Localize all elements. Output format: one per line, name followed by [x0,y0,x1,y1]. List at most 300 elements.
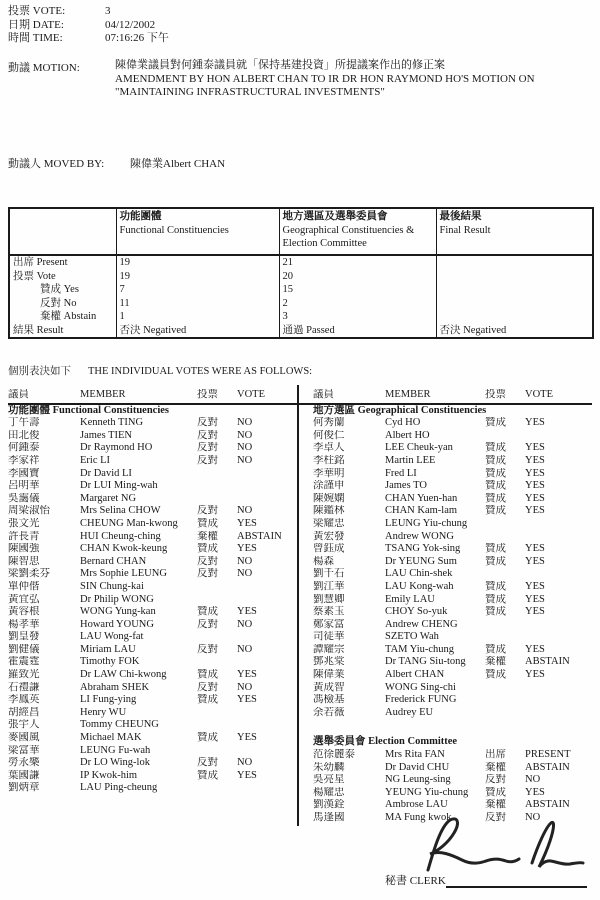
vote-en [237,493,297,506]
vote-en: NO [237,568,253,580]
member-name-zh: 梁耀忠 [313,517,345,529]
member-name-zh: 涂謹申 [313,480,345,492]
vote-zh [485,694,525,707]
vote-zh [485,518,525,531]
section-title: 地方選區 Geographical Constituencies [313,404,487,416]
summary-row [9,283,593,297]
summary-row-label: 贊成 Yes [40,284,79,295]
member-name-zh: 勞永樂 [8,757,40,769]
vote-zh [197,468,237,481]
vote-zh: 贊成 [485,669,506,681]
member-name-zh: 陳國強 [8,543,40,555]
member-name-zh: 羅致光 [8,669,40,681]
vote-zh: 反對 [197,417,218,429]
member-name-zh: 李柱銘 [313,454,345,466]
vote-zh: 反對 [197,681,218,693]
summary-final-value: 否決 Negatived [436,324,593,339]
member-name-en: Mrs Rita FAN [385,749,445,761]
member-name-zh: 石禮謙 [8,681,40,693]
member-name-en: TAM Yiu-chung [385,643,455,655]
summary-fc-value: 11 [116,297,279,311]
member-name-zh: 劉皇發 [8,631,40,643]
individual-votes-columns [8,405,592,825]
member-name-zh: 許長青 [8,530,40,542]
motion-line-en1: AMENDMENT BY HON ALBERT CHAN TO IR DR HON RAYMOND HO'S MOTION ON [115,72,535,85]
member-name-en: Andrew CHENG [385,618,458,630]
member-name-zh: 朱幼麟 [313,761,345,773]
col-final-zh: 最後結果 [439,211,482,222]
member-name-zh: 楊森 [313,555,334,567]
member-name-en: NG Leung-sing [385,774,451,786]
vote-en [237,745,297,758]
vote-en: YES [525,505,545,517]
vote-row [313,762,592,775]
member-name-zh: 范徐麗泰 [313,749,355,761]
summary-gc-value: 21 [279,255,436,270]
member-name-zh: 梁富華 [8,744,40,756]
summary-col-final [436,208,593,255]
member-name-zh: 蔡素玉 [313,606,345,618]
vote-en: YES [525,555,545,567]
vote-meta-block [8,5,169,46]
vote-en: ABSTAIN [525,799,570,811]
vote-en: YES [525,417,545,429]
vote-zh: 反對 [197,505,218,517]
vote-row [8,707,297,720]
vote-row [8,682,297,695]
individual-intro [8,365,592,378]
vote-zh [197,782,237,795]
member-name-zh: 譚耀宗 [313,643,345,655]
vote-zh [197,480,237,493]
member-name-zh: 張文光 [8,517,40,529]
geographical-ec-column [313,405,592,825]
summary-gc-value: 15 [279,283,436,297]
vote-zh: 贊成 [197,694,218,706]
vote-zh [197,745,237,758]
summary-col-functional [116,208,279,255]
left-header-row [8,389,297,402]
vote-zh: 贊成 [197,517,218,529]
member-name-en: Albert HO [385,429,430,441]
member-name-en: Kenneth TING [80,417,144,429]
member-name-en: Miriam LAU [80,643,136,655]
member-name-en: IP Kwok-him [80,769,138,781]
vote-en: YES [525,543,545,555]
right-header-member-zh: 議員 [313,389,334,400]
vote-en [525,682,592,695]
summary-row-label: 棄權 Abstain [40,311,97,322]
vote-en: ABSTAIN [525,761,570,773]
vote-en: NO [237,429,253,441]
member-name-en: CHAN Kwok-keung [80,543,168,555]
date-label: 日期 DATE: [8,18,64,31]
vote-row [313,631,592,644]
vote-row [313,656,592,669]
vote-en [237,468,297,481]
vote-row [8,417,297,430]
member-name-en: LAU Kong-wah [385,580,454,592]
vote-zh: 反對 [485,812,506,823]
member-name-zh: 呂明華 [8,480,40,492]
vote-zh: 贊成 [485,555,506,567]
member-name-zh: 余若薇 [313,706,345,718]
vote-row [313,581,592,594]
summary-table [8,207,594,339]
vote-zh: 反對 [197,442,218,454]
member-name-en: Martin LEE [385,454,436,466]
vote-section [313,736,592,824]
member-name-zh: 劉千石 [313,568,345,580]
vote-row [313,493,592,506]
member-name-en: James TO [385,480,427,492]
summary-gc-value: 3 [279,310,436,324]
member-name-zh: 何俊仁 [313,429,345,441]
vote-zh: 反對 [485,774,506,786]
vote-row [313,644,592,657]
summary-final-value [436,255,593,270]
vote-zh: 贊成 [485,505,506,517]
vote-en: NO [237,681,253,693]
member-name-en: WONG Sing-chi [385,681,456,693]
vote-row [313,543,592,556]
vote-en: YES [237,606,257,618]
member-name-zh: 馬逢國 [313,812,345,823]
summary-row [9,255,593,270]
vote-row [313,480,592,493]
summary-row-label: 出席 Present [13,257,68,268]
summary-row [9,297,593,311]
left-header-vote-en: VOTE [237,389,265,400]
vote-row [8,531,297,544]
member-name-en: TSANG Yok-sing [385,543,461,555]
member-name-zh: 胡經昌 [8,706,40,718]
vote-en [237,707,297,720]
member-name-zh: 劉慧卿 [313,593,345,605]
member-name-en: Dr LAW Chi-kwong [80,669,167,681]
vote-row [8,480,297,493]
vote-zh: 贊成 [485,442,506,454]
summary-fc-value: 否決 Negatived [116,324,279,339]
functional-rows [8,417,297,795]
vote-zh: 棄權 [485,656,506,668]
section-rows [313,749,592,825]
member-name-zh: 田北俊 [8,429,40,441]
vote-row [8,568,297,581]
vote-row [8,719,297,732]
vote-en: YES [525,593,545,605]
time-value: 07:16:26 下午 [105,32,169,44]
member-name-zh: 李家祥 [8,454,40,466]
member-name-en: Emily LAU [385,593,435,605]
member-name-en: Dr David CHU [385,761,450,773]
summary-row-label: 反對 No [40,297,77,309]
summary-gc-value: 通過 Passed [279,324,436,339]
vote-zh: 反對 [197,568,218,580]
vote-en [237,656,297,669]
vote-row [313,505,592,518]
right-header-member-en: MEMBER [385,389,431,400]
vote-zh: 贊成 [197,732,218,744]
vote-row [8,745,297,758]
vote-row [313,531,592,544]
vote-row [8,493,297,506]
column-divider-line [297,385,299,826]
vote-zh [485,619,525,632]
member-name-en: Tommy CHEUNG [80,719,159,731]
member-name-en: CHAN Yuen-han [385,492,458,504]
member-name-zh: 劉炳章 [8,782,40,794]
vote-row [313,787,592,800]
vote-zh [197,631,237,644]
vote-row [313,749,592,762]
member-name-en: Margaret NG [80,492,137,504]
member-name-en: LAU Ping-cheung [80,782,158,794]
vote-en: ABSTAIN [525,656,570,668]
summary-final-value [436,310,593,324]
vote-row [313,455,592,468]
functional-constituencies-column [8,405,297,825]
left-header-vote-zh: 投票 [197,389,218,400]
summary-row-label: 結果 Result [13,324,64,336]
clerk-signature [420,815,585,877]
member-name-zh: 楊耀忠 [313,786,345,798]
motion-block [8,59,587,100]
member-name-en: Henry WU [80,706,127,718]
member-name-en: Frederick FUNG [385,694,457,706]
vote-number-label: 投票 VOTE: [8,5,66,17]
individual-votes-section [8,365,592,825]
vote-row [313,468,592,481]
vote-row [8,455,297,468]
summary-fc-value: 19 [116,255,279,270]
vote-en: YES [237,732,257,744]
vote-en: NO [237,417,253,429]
member-name-zh: 單仲偕 [8,580,40,592]
member-name-en: Dr LO Wing-lok [80,757,150,769]
vote-zh: 反對 [197,618,218,630]
summary-row [9,310,593,324]
summary-final-value [436,283,593,297]
vote-zh [197,594,237,607]
member-name-en: Dr YEUNG Sum [385,555,457,567]
vote-en [237,782,297,795]
member-name-zh: 司徒華 [313,631,345,643]
member-name-en: Cyd HO [385,417,421,429]
vote-row [8,631,297,644]
vote-row [313,669,592,682]
clerk-block [385,872,587,888]
clerk-signature-line [446,874,587,888]
vote-zh: 贊成 [485,593,506,605]
vote-zh: 棄權 [485,761,506,773]
vote-en [525,694,592,707]
motion-text [115,59,587,100]
vote-row [313,568,592,581]
right-header-vote-zh: 投票 [485,389,506,400]
member-name-zh: 陳智思 [8,555,40,567]
member-name-en: YEUNG Yiu-chung [385,786,469,798]
member-name-zh: 周梁淑怡 [8,505,50,517]
vote-zh: 出席 [485,749,506,761]
vote-zh: 贊成 [485,580,506,592]
member-name-en: CHAN Kam-lam [385,505,458,517]
left-header-member-en: MEMBER [80,389,126,400]
vote-row [8,505,297,518]
vote-zh: 贊成 [485,454,506,466]
member-name-en: Bernard CHAN [80,555,147,567]
vote-zh: 贊成 [197,769,218,781]
vote-en: YES [525,492,545,504]
summary-fc-value: 19 [116,270,279,284]
left-header-member-zh: 議員 [8,389,29,400]
vote-en: YES [237,694,257,706]
vote-en: YES [525,786,545,798]
vote-row [313,606,592,619]
member-name-en: Michael MAK [80,732,142,744]
vote-zh: 贊成 [485,543,506,555]
section-rows [313,417,592,719]
member-name-zh: 楊孝華 [8,618,40,630]
col-functional-zh: 功能團體 [119,211,162,222]
member-name-en: WONG Yung-kan [80,606,156,618]
vote-en [525,568,592,581]
member-name-zh: 霍震霆 [8,656,40,668]
vote-en [237,631,297,644]
vote-en: YES [525,467,545,479]
vote-en [237,581,297,594]
member-name-zh: 麥國風 [8,732,40,744]
vote-en: NO [525,774,541,786]
right-header-row [313,389,592,402]
member-name-zh: 劉漢銓 [313,799,345,811]
moved-by-label: 動議人 MOVED BY: [8,158,105,170]
vote-zh [485,631,525,644]
vote-row [8,619,297,632]
member-name-en: Dr LUI Ming-wah [80,480,158,492]
summary-row [9,270,593,284]
vote-en [525,631,592,644]
vote-row [8,442,297,455]
member-name-en: Albert CHAN [385,669,445,681]
member-name-zh: 吳亮星 [313,774,345,786]
moved-by-block [8,155,225,171]
col-final-en: Final Result [439,224,491,236]
vote-row [313,442,592,455]
member-name-zh: 張宇人 [8,719,40,731]
vote-row [313,417,592,430]
vote-en: YES [237,769,257,781]
member-name-zh: 何鍾泰 [8,442,40,454]
member-name-zh: 陳婉嫻 [313,492,345,504]
vote-row [313,694,592,707]
member-name-en: Fred LI [385,467,417,479]
vote-zh: 贊成 [485,606,506,618]
vote-en [237,719,297,732]
member-name-zh: 何秀蘭 [313,417,345,429]
vote-row [8,518,297,531]
vote-zh: 反對 [197,454,218,466]
vote-row [8,606,297,619]
section-title-functional: 功能團體 Functional Constituencies [8,404,170,416]
summary-gc-value: 20 [279,270,436,284]
vote-en: ABSTAIN [237,530,282,542]
col-geographical-zh: 地方選區及選舉委員會 [282,211,388,222]
vote-zh [485,430,525,443]
member-name-zh: 丁午壽 [8,417,40,429]
vote-zh [485,682,525,695]
member-name-en: HUI Cheung-ching [80,530,161,542]
vote-row [313,556,592,569]
member-name-zh: 陳鑑林 [313,505,345,517]
vote-en [237,594,297,607]
vote-row [313,682,592,695]
vote-zh [485,568,525,581]
motion-line-en2: "MAINTAINING INFRASTRUCTURAL INVESTMENTS" [115,86,385,98]
member-name-zh: 劉健儀 [8,643,40,655]
member-name-zh: 劉江華 [313,580,345,592]
vote-en: YES [525,454,545,466]
moved-by-value: 陳偉業Albert CHAN [130,158,226,170]
vote-row [8,669,297,682]
member-name-en: Audrey EU [385,706,434,718]
vote-zh: 贊成 [197,543,218,555]
vote-zh [197,581,237,594]
summary-row [9,324,593,339]
vote-row [8,543,297,556]
clerk-label: 秘書 CLERK [385,875,446,887]
summary-fc-value: 7 [116,283,279,297]
vote-zh: 贊成 [485,643,506,655]
member-name-zh: 李鳳英 [8,694,40,706]
vote-row [313,594,592,607]
member-name-zh: 黃宜弘 [8,593,40,605]
vote-row [313,774,592,787]
vote-zh: 贊成 [485,786,506,798]
member-name-en: Timothy FOK [80,656,140,668]
vote-en [525,531,592,544]
member-name-en: CHEUNG Man-kwong [80,517,178,529]
member-name-zh: 李華明 [313,467,345,479]
summary-final-value [436,297,593,311]
member-name-en: Abraham SHEK [80,681,150,693]
vote-en: NO [237,757,253,769]
vote-en: NO [237,643,253,655]
vote-zh: 棄權 [485,799,506,811]
vote-en [525,430,592,443]
vote-number-value: 3 [105,5,111,17]
individual-intro-zh: 個別表決如下 [8,366,71,377]
vote-zh: 反對 [197,643,218,655]
vote-row [313,518,592,531]
vote-row [8,644,297,657]
member-name-en: MA Fung kwok [385,812,452,823]
vote-row [8,782,297,795]
vote-section [313,405,592,720]
vote-zh [197,656,237,669]
member-name-zh: 鄧兆棠 [313,656,345,668]
vote-number-row [8,5,169,19]
vote-zh: 反對 [197,429,218,441]
vote-en [525,518,592,531]
member-name-en: Mrs Sophie LEUNG [80,568,167,580]
vote-en: NO [525,812,541,823]
member-name-en: LEUNG Yiu-chung [385,517,468,529]
member-name-en: Andrew WONG [385,530,454,542]
vote-row [8,694,297,707]
time-label: 時間 TIME: [8,32,63,44]
summary-header-row [9,208,593,255]
